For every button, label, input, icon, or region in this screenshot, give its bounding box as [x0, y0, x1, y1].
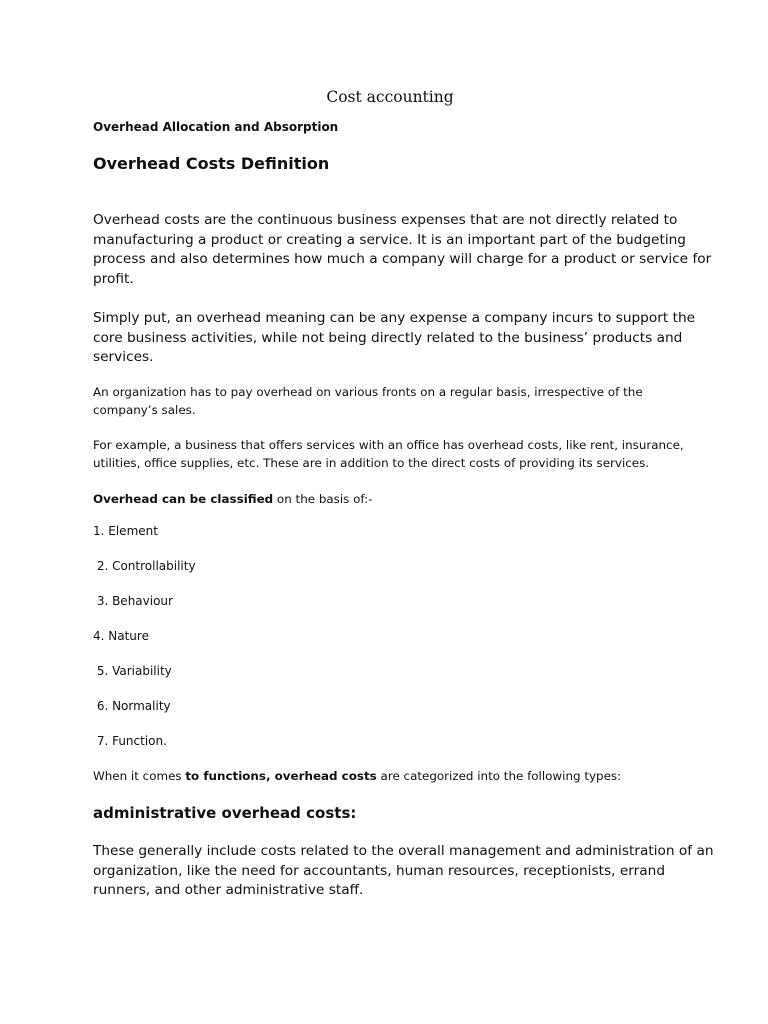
- text-line: company’s sales.: [93, 403, 196, 418]
- functions-line: [93, 767, 621, 785]
- list-item: 3. Behaviour: [93, 594, 173, 608]
- text-line: Overhead costs are the continuous business expenses that are not directly related to: [93, 212, 678, 228]
- text-line: services.: [93, 349, 154, 365]
- text-line: process and also determines how much a company will charge for a product or service for: [93, 251, 712, 267]
- classification-bold: Overhead can be classified: [93, 492, 274, 506]
- document-title: Cost accounting: [326, 88, 454, 106]
- text-line: utilities, office supplies, etc. These are in addition to the direct costs of providing its services.: [93, 456, 650, 471]
- text-line: runners, and other administrative staff.: [93, 882, 364, 898]
- section-heading: Overhead Costs Definition: [93, 154, 330, 173]
- text-line: core business activities, while not being directly related to the business’ products and: [93, 329, 683, 346]
- functions-bold: to functions, overhead costs: [185, 769, 377, 783]
- paragraph-overhead-definition: [93, 211, 711, 289]
- text-line: An organization has to pay overhead on various fronts on a regular basis, irrespective of the: [93, 385, 643, 399]
- text-line: organization, like the need for accountants, human resources, receptionists, errand: [93, 862, 666, 879]
- administrative-heading: administrative overhead costs:: [93, 804, 357, 822]
- paragraph-example: [93, 436, 684, 472]
- text-line: profit.: [93, 270, 134, 287]
- document-subtitle: Overhead Allocation and Absorption: [93, 120, 339, 134]
- list-item: 2. Controllability: [93, 559, 196, 573]
- classification-intro: [93, 490, 372, 508]
- list-item: 1. Element: [93, 524, 158, 538]
- text-line: For example, a business that offers services with an office has overhead costs, like rent, insurance,: [93, 438, 684, 452]
- list-item: 4. Nature: [93, 629, 149, 643]
- text-line: manufacturing a product or creating a service. It is an important part of the budgeting: [93, 231, 686, 248]
- paragraph-organization: [93, 383, 643, 419]
- functions-part1: When it comes: [93, 769, 186, 783]
- list-item: 5. Variability: [93, 664, 172, 678]
- text-line: These generally include costs related to the overall management and administration of an: [93, 843, 714, 859]
- functions-part2: are categorized into the following types:: [376, 769, 622, 783]
- list-item: 7. Function.: [93, 734, 167, 748]
- list-item: 6. Normality: [93, 699, 171, 713]
- classification-rest: on the basis of:-: [273, 492, 373, 506]
- paragraph-simply-put: [93, 309, 695, 368]
- text-line: Simply put, an overhead meaning can be any expense a company incurs to support the: [93, 310, 696, 326]
- paragraph-administrative: [93, 842, 714, 901]
